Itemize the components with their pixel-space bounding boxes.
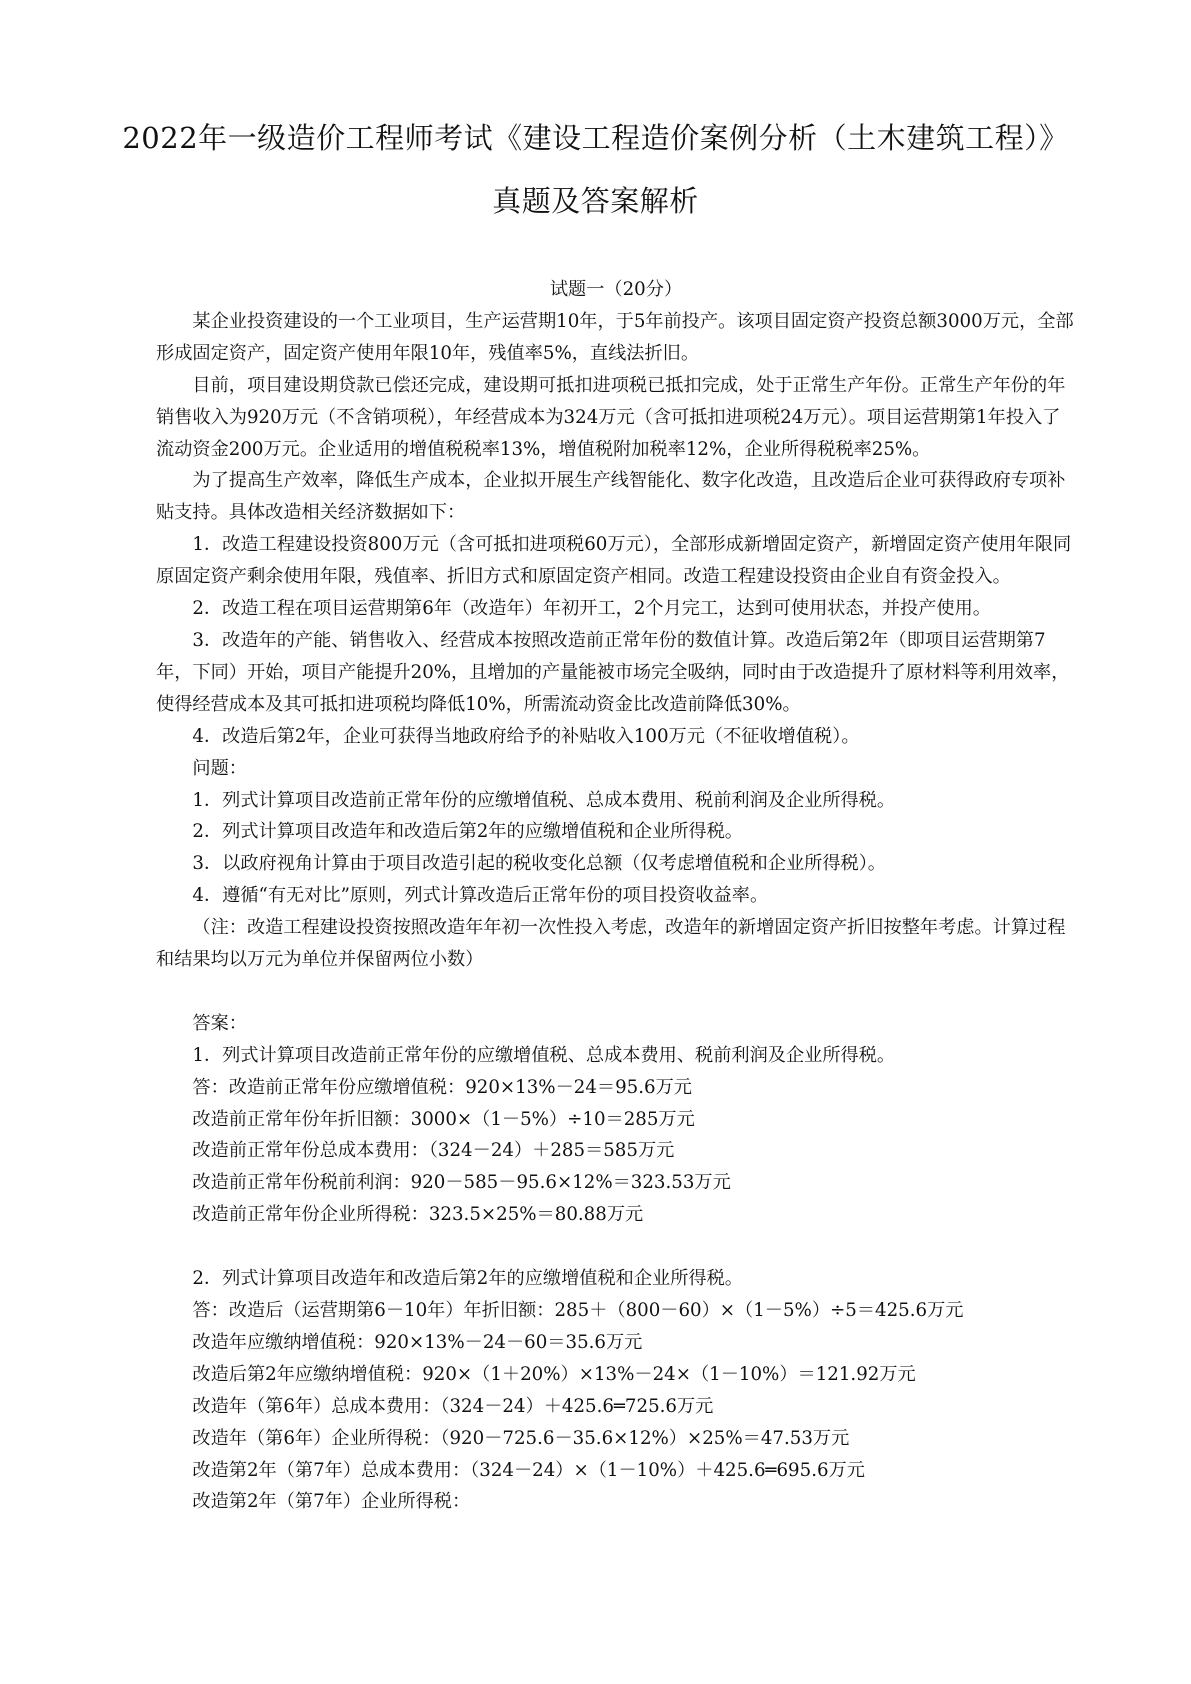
question-heading: 试题一（20分） xyxy=(549,279,683,300)
answer-2-line: 改造第2年（第7年）总成本费用：（324－24）×（1－10%）＋425.6═695.6万元 xyxy=(192,1459,865,1481)
answer-1-line: 答：改造前正常年份应缴增值税：920×13%－24＝95.6万元 xyxy=(192,1076,692,1098)
answer-2-line: 改造第2年（第7年）企业所得税： xyxy=(192,1491,471,1513)
data-item-3: 3．改造年的产能、销售收入、经营成本按照改造前正常年份的数值计算。改造后第2年（即项目运营期第7年，下同）开始，项目产能提升20%，且增加的产量能被市场完全吸纳，同时由于改造提升了原材料等利用效率，使得经营成本及其可抵扣进项税均降低10%，所需流动资金比改造前降低30%。 xyxy=(156,629,1070,715)
questions-label: 问题： xyxy=(192,757,247,779)
document-title-line2: 真题及答案解析 xyxy=(492,184,699,218)
answer-1-heading: 1．列式计算项目改造前正常年份的应缴增值税、总成本费用、税前利润及企业所得税。 xyxy=(192,1044,896,1066)
data-item-4: 4．改造后第2年，企业可获得当地政府给予的补贴收入100万元（不征收增值税）。 xyxy=(192,725,860,747)
question-1: 1．列式计算项目改造前正常年份的应缴增值税、总成本费用、税前利润及企业所得税。 xyxy=(192,789,896,811)
spacer xyxy=(156,976,1076,1008)
question-3: 3．以政府视角计算由于项目改造引起的税收变化总额（仅考虑增值税和企业所得税）。 xyxy=(192,853,886,875)
answer-2-line: 改造年（第6年）总成本费用：（324－24）＋425.6═725.6万元 xyxy=(192,1395,714,1417)
question-4: 4．遵循“有无对比”原则，列式计算改造后正常年份的项目投资收益率。 xyxy=(192,885,769,907)
data-item-1: 1．改造工程建设投资800万元（含可抵扣进项税60万元），全部形成新增固定资产，新增固定资产使用年限同原固定资产剩余使用年限，残值率、折旧方式和原固定资产相同。改造工程建设投资由企业自有资金投入。 xyxy=(156,534,1072,588)
answer-label: 答案： xyxy=(192,1012,247,1034)
question-2: 2．列式计算项目改造年和改造后第2年的应缴增值税和企业所得税。 xyxy=(192,821,743,843)
answer-1-line: 改造前正常年份总成本费用：（324－24）＋285＝585万元 xyxy=(192,1140,675,1162)
spacer xyxy=(156,1231,1076,1263)
answer-2-line: 答：改造后（运营期第6－10年）年折旧额：285＋（800－60）×（1－5%）÷5＝425.6万元 xyxy=(192,1299,964,1321)
question-paragraph-3: 为了提高生产效率，降低生产成本，企业拟开展生产线智能化、数字化改造，且改造后企业可获得政府专项补贴支持。具体改造相关经济数据如下： xyxy=(156,470,1066,524)
document-title-line1: 2022年一级造价工程师考试《建设工程造价案例分析（土木建筑工程）》 xyxy=(122,121,1069,155)
question-paragraph-1: 某企业投资建设的一个工业项目，生产运营期10年，于5年前投产。该项目固定资产投资总额3000万元，全部形成固定资产，固定资产使用年限10年，残值率5%，直线法折旧。 xyxy=(156,310,1074,364)
document-body xyxy=(156,274,1076,1518)
answer-2-line: 改造年应缴纳增值税：920×13%－24－60＝35.6万元 xyxy=(192,1331,643,1353)
answer-2-line: 改造年（第6年）企业所得税：（920－725.6－35.6×12%）×25%＝47.53万元 xyxy=(192,1427,850,1449)
question-note: （注：改造工程建设投资按照改造年年初一次性投入考虑，改造年的新增固定资产折旧按整年考虑。计算过程和结果均以万元为单位并保留两位小数） xyxy=(156,917,1066,971)
answer-1-line: 改造前正常年份年折旧额：3000×（1－5%）÷10＝285万元 xyxy=(192,1108,695,1130)
answer-1-line: 改造前正常年份税前利润：920－585－95.6×12%＝323.53万元 xyxy=(192,1172,731,1194)
question-paragraph-2: 目前，项目建设期贷款已偿还完成，建设期可抵扣进项税已抵扣完成，处于正常生产年份。正常生产年份的年销售收入为920万元（不含销项税），年经营成本为324万元（含可抵扣进项税24万元）。项目运营期第1年投入了流动资金200万元。企业适用的增值税税率13%，增值税附加税率12%，企业所得税税率25%。 xyxy=(156,374,1066,460)
answer-1-line: 改造前正常年份企业所得税：323.5×25%＝80.88万元 xyxy=(192,1204,644,1226)
answer-2-line: 改造后第2年应缴纳增值税：920×（1＋20%）×13%－24×（1－10%）＝121.92万元 xyxy=(192,1363,916,1385)
answer-2-heading: 2．列式计算项目改造年和改造后第2年的应缴增值税和企业所得税。 xyxy=(192,1268,743,1290)
data-item-2: 2．改造工程在项目运营期第6年（改造年）年初开工，2个月完工，达到可使用状态，并投产使用。 xyxy=(192,598,991,620)
